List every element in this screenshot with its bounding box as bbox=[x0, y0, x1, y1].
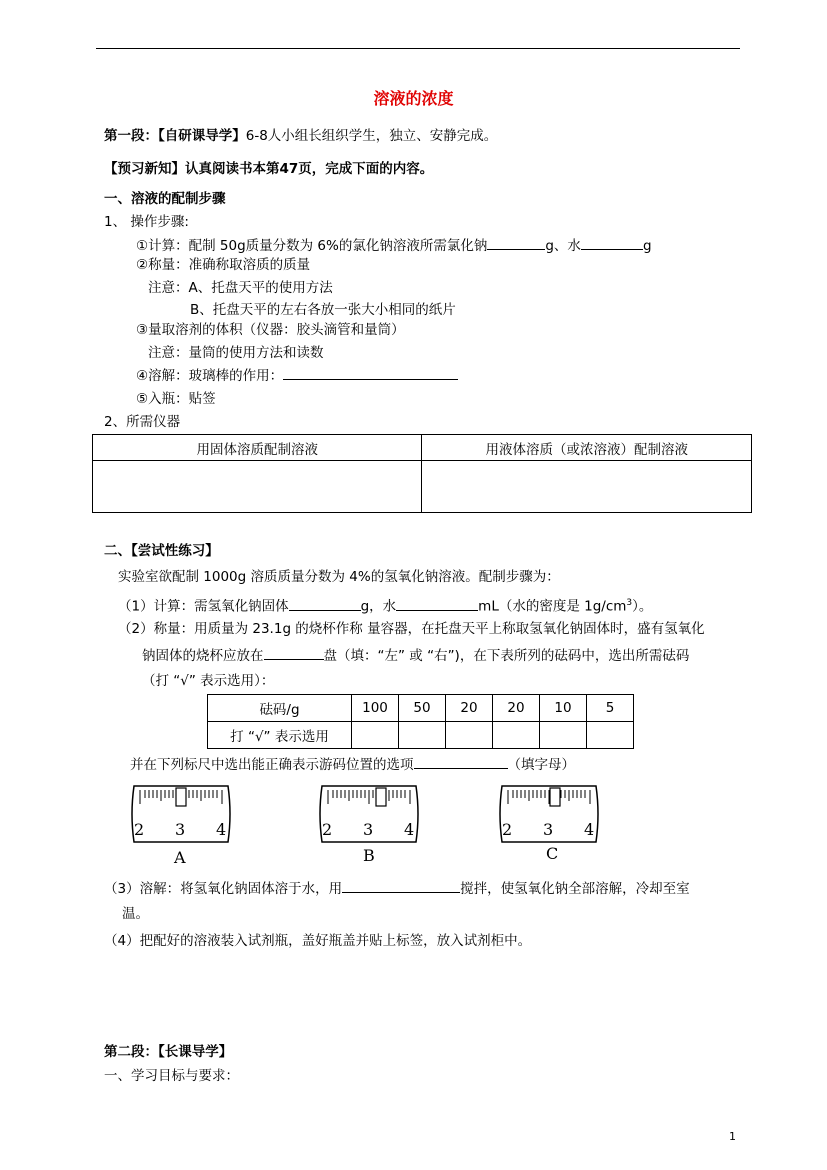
note-a: 注意：A、托盘天平的使用方法 bbox=[148, 280, 333, 296]
instruments-table bbox=[92, 434, 752, 513]
ruler-a-num-3: 3 bbox=[175, 820, 186, 839]
ruler-question-text: 并在下列标尺中选出能正确表示游码位置的选项 bbox=[130, 757, 414, 773]
water-volume-blank[interactable] bbox=[396, 597, 478, 611]
check-cell-5[interactable] bbox=[587, 722, 634, 749]
check-cell-20a[interactable] bbox=[446, 722, 493, 749]
step3-text: ③量取溶剂的体积（仪器：胶头滴管和量筒） bbox=[136, 322, 405, 338]
ruler-c-num-3: 3 bbox=[543, 820, 554, 839]
ex3-line bbox=[104, 879, 690, 898]
ruler-c-num-4: 4 bbox=[584, 820, 595, 839]
page-number: 1 bbox=[729, 1130, 736, 1143]
step1-text-b: g、水 bbox=[545, 238, 581, 254]
ruler-a bbox=[128, 784, 236, 844]
check-row-label: 打 “√” 表示选用 bbox=[208, 722, 352, 749]
ex1-text-b: g，水 bbox=[360, 598, 397, 615]
part1-heading: 一、溶液的配制步骤 bbox=[104, 191, 226, 207]
table1-cell-solid[interactable] bbox=[93, 461, 422, 513]
water-mass-blank[interactable] bbox=[581, 236, 643, 250]
ex1-text-a: （1）计算：需氢氧化钠固体 bbox=[118, 598, 289, 615]
step1-text: ①计算：配制 50g质量分数为 6%的氯化钠溶液所需氯化钠 bbox=[136, 238, 488, 254]
ruler-b-label: B bbox=[363, 846, 375, 865]
stir-tool-blank[interactable] bbox=[342, 879, 460, 893]
ruler-b-num-3: 3 bbox=[363, 820, 374, 839]
steps-heading: 1、 操作步骤: bbox=[104, 214, 189, 230]
ruler-c-label: C bbox=[546, 844, 559, 863]
glass-rod-function-blank[interactable] bbox=[283, 366, 458, 380]
ruler-a-label: A bbox=[174, 848, 186, 867]
weight-50: 50 bbox=[399, 695, 446, 722]
ex1-sup: 3 bbox=[626, 598, 633, 608]
section1-text: 6-8人小组长组织学生，独立、安静完成。 bbox=[245, 128, 498, 144]
step4-text: ④溶解：玻璃棒的作用： bbox=[136, 368, 284, 384]
naoh-mass-blank[interactable] bbox=[289, 597, 361, 611]
ruler-a-num-2: 2 bbox=[134, 820, 145, 839]
ruler-b bbox=[316, 784, 424, 844]
ex4-line: （4）把配好的溶液装入试剂瓶，盖好瓶盖并贴上标签，放入试剂柜中。 bbox=[104, 933, 532, 949]
ex3-line2: 温。 bbox=[122, 906, 149, 922]
note-c: 注意：量筒的使用方法和读数 bbox=[148, 345, 324, 361]
weight-100: 100 bbox=[352, 695, 399, 722]
step2-text: ②称量：准确称取溶质的质量 bbox=[136, 257, 311, 273]
check-cell-20b[interactable] bbox=[493, 722, 540, 749]
ex2-line2 bbox=[142, 646, 689, 665]
ruler-answer-blank[interactable] bbox=[414, 755, 508, 769]
step4-line bbox=[136, 366, 458, 385]
table1-header-solid: 用固体溶质配制溶液 bbox=[93, 435, 422, 461]
ex1-text-c: mL（水的密度是 1g/cm bbox=[478, 598, 627, 615]
instruments-heading: 2、所需仪器 bbox=[104, 414, 181, 430]
weight-20b: 20 bbox=[493, 695, 540, 722]
weight-10: 10 bbox=[540, 695, 587, 722]
weight-20a: 20 bbox=[446, 695, 493, 722]
note-b: B、托盘天平的左右各放一张大小相同的纸片 bbox=[190, 302, 456, 318]
weight-5: 5 bbox=[587, 695, 634, 722]
section1-line bbox=[104, 127, 497, 145]
header-rule bbox=[96, 48, 740, 49]
table1-header-liquid: 用液体溶质（或浓溶液）配制溶液 bbox=[422, 435, 752, 461]
weights-row-label: 砝码/g bbox=[208, 695, 352, 722]
page-title: 溶液的浓度 bbox=[373, 89, 454, 108]
preview-label: 【预习新知】认真阅读书本第47页，完成下面的内容。 bbox=[104, 161, 434, 177]
exercise-intro: 实验室欲配制 1000g 溶质质量分数为 4%的氢氧化钠溶液。配制步骤为： bbox=[118, 569, 560, 585]
step1-text-c: g bbox=[642, 238, 652, 254]
ex3-text-a: （3）溶解：将氢氧化钠固体溶于水，用 bbox=[104, 881, 343, 897]
ruler-c-num-2: 2 bbox=[502, 820, 513, 839]
ex2-line3: （打 “√” 表示选用）： bbox=[142, 673, 275, 689]
ruler-question-suffix: （填字母） bbox=[507, 757, 575, 773]
ex2-text-b: 盘（填：“左” 或 “右”)，在下表所列的砝码中，选出所需砝码 bbox=[323, 648, 690, 664]
check-cell-100[interactable] bbox=[352, 722, 399, 749]
ex2-text-a: 钠固体的烧杯应放在 bbox=[142, 648, 264, 664]
ex1-text-d: ）。 bbox=[632, 598, 653, 615]
ruler-a-num-4: 4 bbox=[216, 820, 227, 839]
section2-heading: 第二段：【长课导学】 bbox=[104, 1044, 233, 1060]
ruler-b-num-2: 2 bbox=[322, 820, 333, 839]
step5-text: ⑤入瓶：贴签 bbox=[136, 391, 216, 407]
learning-goals: 一、学习目标与要求： bbox=[104, 1068, 239, 1084]
ruler-question bbox=[130, 755, 575, 774]
check-cell-50[interactable] bbox=[399, 722, 446, 749]
weights-table bbox=[207, 694, 634, 749]
step1-line bbox=[136, 236, 652, 255]
nacl-mass-blank[interactable] bbox=[487, 236, 545, 250]
section1-prefix: 第一段：【自研课导学】 bbox=[104, 128, 246, 144]
ex1-line bbox=[118, 594, 652, 616]
ruler-b-num-4: 4 bbox=[404, 820, 415, 839]
pan-side-blank[interactable] bbox=[264, 646, 324, 660]
part2-heading: 二、【尝试性练习】 bbox=[104, 543, 219, 559]
ex3-text-b: 搅拌，使氢氧化钠全部溶解，冷却至室 bbox=[460, 881, 690, 897]
ruler-c bbox=[496, 784, 604, 844]
table1-cell-liquid[interactable] bbox=[422, 461, 752, 513]
ex2-line1: （2）称量：用质量为 23.1g 的烧杯作称 量容器，在托盘天平上称取氢氧化钠固体时，盛有氢氧化 bbox=[118, 621, 705, 637]
check-cell-10[interactable] bbox=[540, 722, 587, 749]
